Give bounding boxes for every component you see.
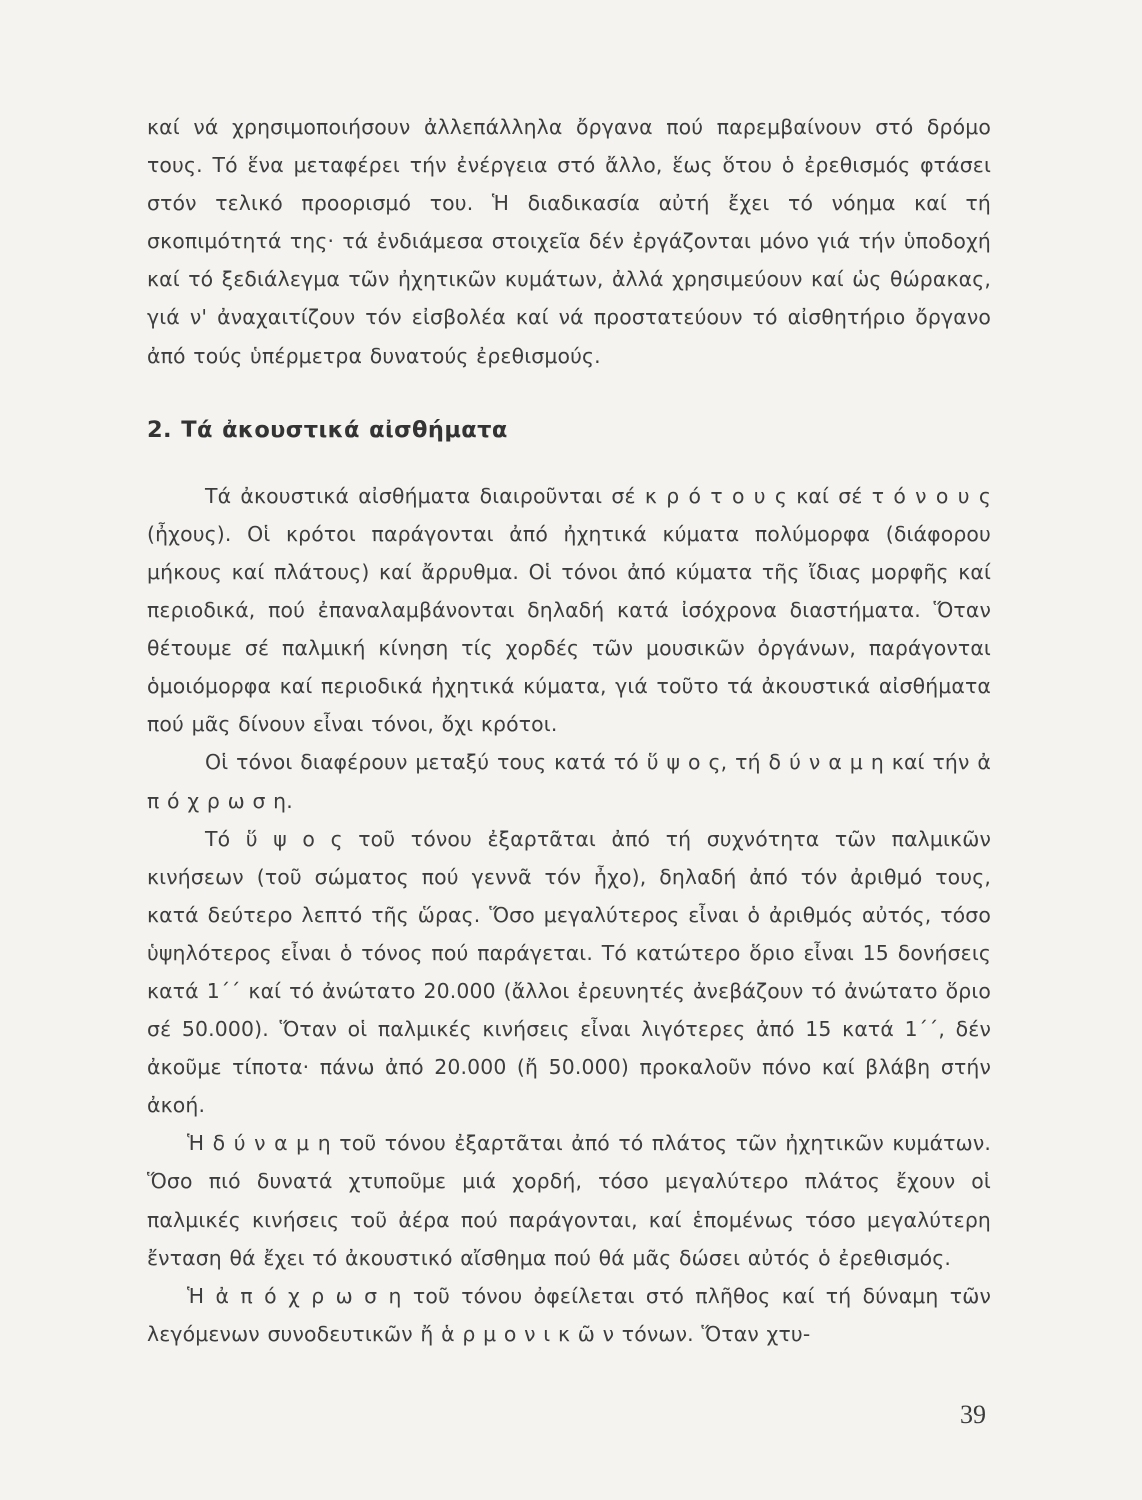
paragraph-loudness: Ἡ δ ύ ν α μ η τοῦ τόνου ἐξαρτᾶται ἀπό τό πλάτος τῶν ἠχητικῶν κυμάτων. Ὅσο πιό δυνατά χτυποῦμε μιά χορδή, τόσο μεγαλύτερο πλάτος ἔχουν οἱ παλμικές κινήσεις τοῦ ἀέρα πού παράγονται, καί ἑπομένως τόσο μεγαλύτερη ἔνταση θά ἔχει τό ἀκουστικό αἴσθημα πού θά μᾶς δώσει αὐτός ὁ ἐρεθισμός. (147, 1131, 991, 1270)
page-number: 39 (960, 1400, 986, 1429)
paragraph-tone-differences: Οἱ τόνοι διαφέρουν μεταξύ τους κατά τό ὕ ψ ο ς, τή δ ύ ν α μ η καί τήν ἀ π ό χ ρ ω σ η. (147, 750, 991, 813)
intro-paragraph: καί νά χρησιμοποιήσουν ἀλλεπάλληλα ὄργανα πού παρεμβαίνουν στό δρόμο τους. Τό ἕνα μεταφέρει τήν ἐνέργεια στό ἄλλο, ἕως ὅτου ὁ ἐρεθισμός φτάσει στόν τελικό προορισμό του. Ἡ διαδικασία αὐτή ἔχει τό νόημα καί τή σκοπιμότητά της· τά ἐνδιάμεσα στοιχεῖα δέν ἐργάζονται μόνο γιά τήν ὑποδοχή καί τό ξεδιάλεγμα τῶν ἠχητικῶν κυμάτων, ἀλλά χρησιμεύουν καί ὡς θώρακας, γιά ν' ἀναχαιτίζουν τόν εἰσβολέα καί νά προστατεύουν τό αἰσθητήριο ὄργανο ἀπό τούς ὑπέρμετρα δυνατούς ἐρεθισμούς. (147, 115, 991, 368)
page-text (147, 108, 991, 1353)
paragraph-timbre: Ἡ ἀ π ό χ ρ ω σ η τοῦ τόνου ὀφείλεται στό πλῆθος καί τή δύναμη τῶν λεγόμενων συνοδευτικῶν ἤ ἁ ρ μ ο ν ι κ ῶ ν τόνων. Ὅταν χτυ- (147, 1283, 991, 1346)
paragraph-sound-types: Τά ἀκουστικά αἰσθήματα διαιροῦνται σέ κ ρ ό τ ο υ ς καί σέ τ ό ν ο υ ς (ἦχους). Οἱ κρότοι παράγονται ἀπό ἠχητικά κύματα πολύμορφα (διάφορου μήκους καί πλάτους) καί ἄρρυθμα. Οἱ τόνοι ἀπό κύματα τῆς ἴδιας μορφῆς καί περιοδικά, πού ἐπαναλαμβάνονται δηλαδή κατά ἰσόχρονα διαστήματα. Ὅταν θέτουμε σέ παλμική κίνηση τίς χορδές τῶν μουσικῶν ὀργάνων, παράγονται ὁμοιόμορφα καί περιοδικά ἠχητικά κύματα, γιά τοῦτο τά ἀκουστικά αἰσθήματα πού μᾶς δίνουν εἶναι τόνοι, ὄχι κρότοι. (147, 483, 991, 737)
paragraph-pitch: Τό ὕ ψ ο ς τοῦ τόνου ἐξαρτᾶται ἀπό τή συχνότητα τῶν παλμικῶν κινήσεων (τοῦ σώματος πού γεννᾶ τόν ἦχο), δηλαδή ἀπό τόν ἀριθμό τους, κατά δεύτερο λεπτό τῆς ὥρας. Ὅσο μεγαλύτερος εἶναι ὁ ἀριθμός αὐτός, τόσο ὑψηλότερος εἶναι ὁ τόνος πού παράγεται. Τό κατώτερο ὅριο εἶναι 15 δονήσεις κατά 1΄΄ καί τό ἀνώτατο 20.000 (ἄλλοι ἐρευνητές ἀνεβάζουν τό ἀνώτατο ὅριο σέ 50.000). Ὅταν οἱ παλμικές κινήσεις εἶναι λιγότερες ἀπό 15 κατά 1΄΄, δέν ἀκοῦμε τίποτα· πάνω ἀπό 20.000 (ἤ 50.000) προκαλοῦν πόνο καί βλάβη στήν ἀκοή. (147, 826, 991, 1118)
section-heading: 2. Τά ἀκουστικά αἰσθήματα (147, 416, 508, 443)
